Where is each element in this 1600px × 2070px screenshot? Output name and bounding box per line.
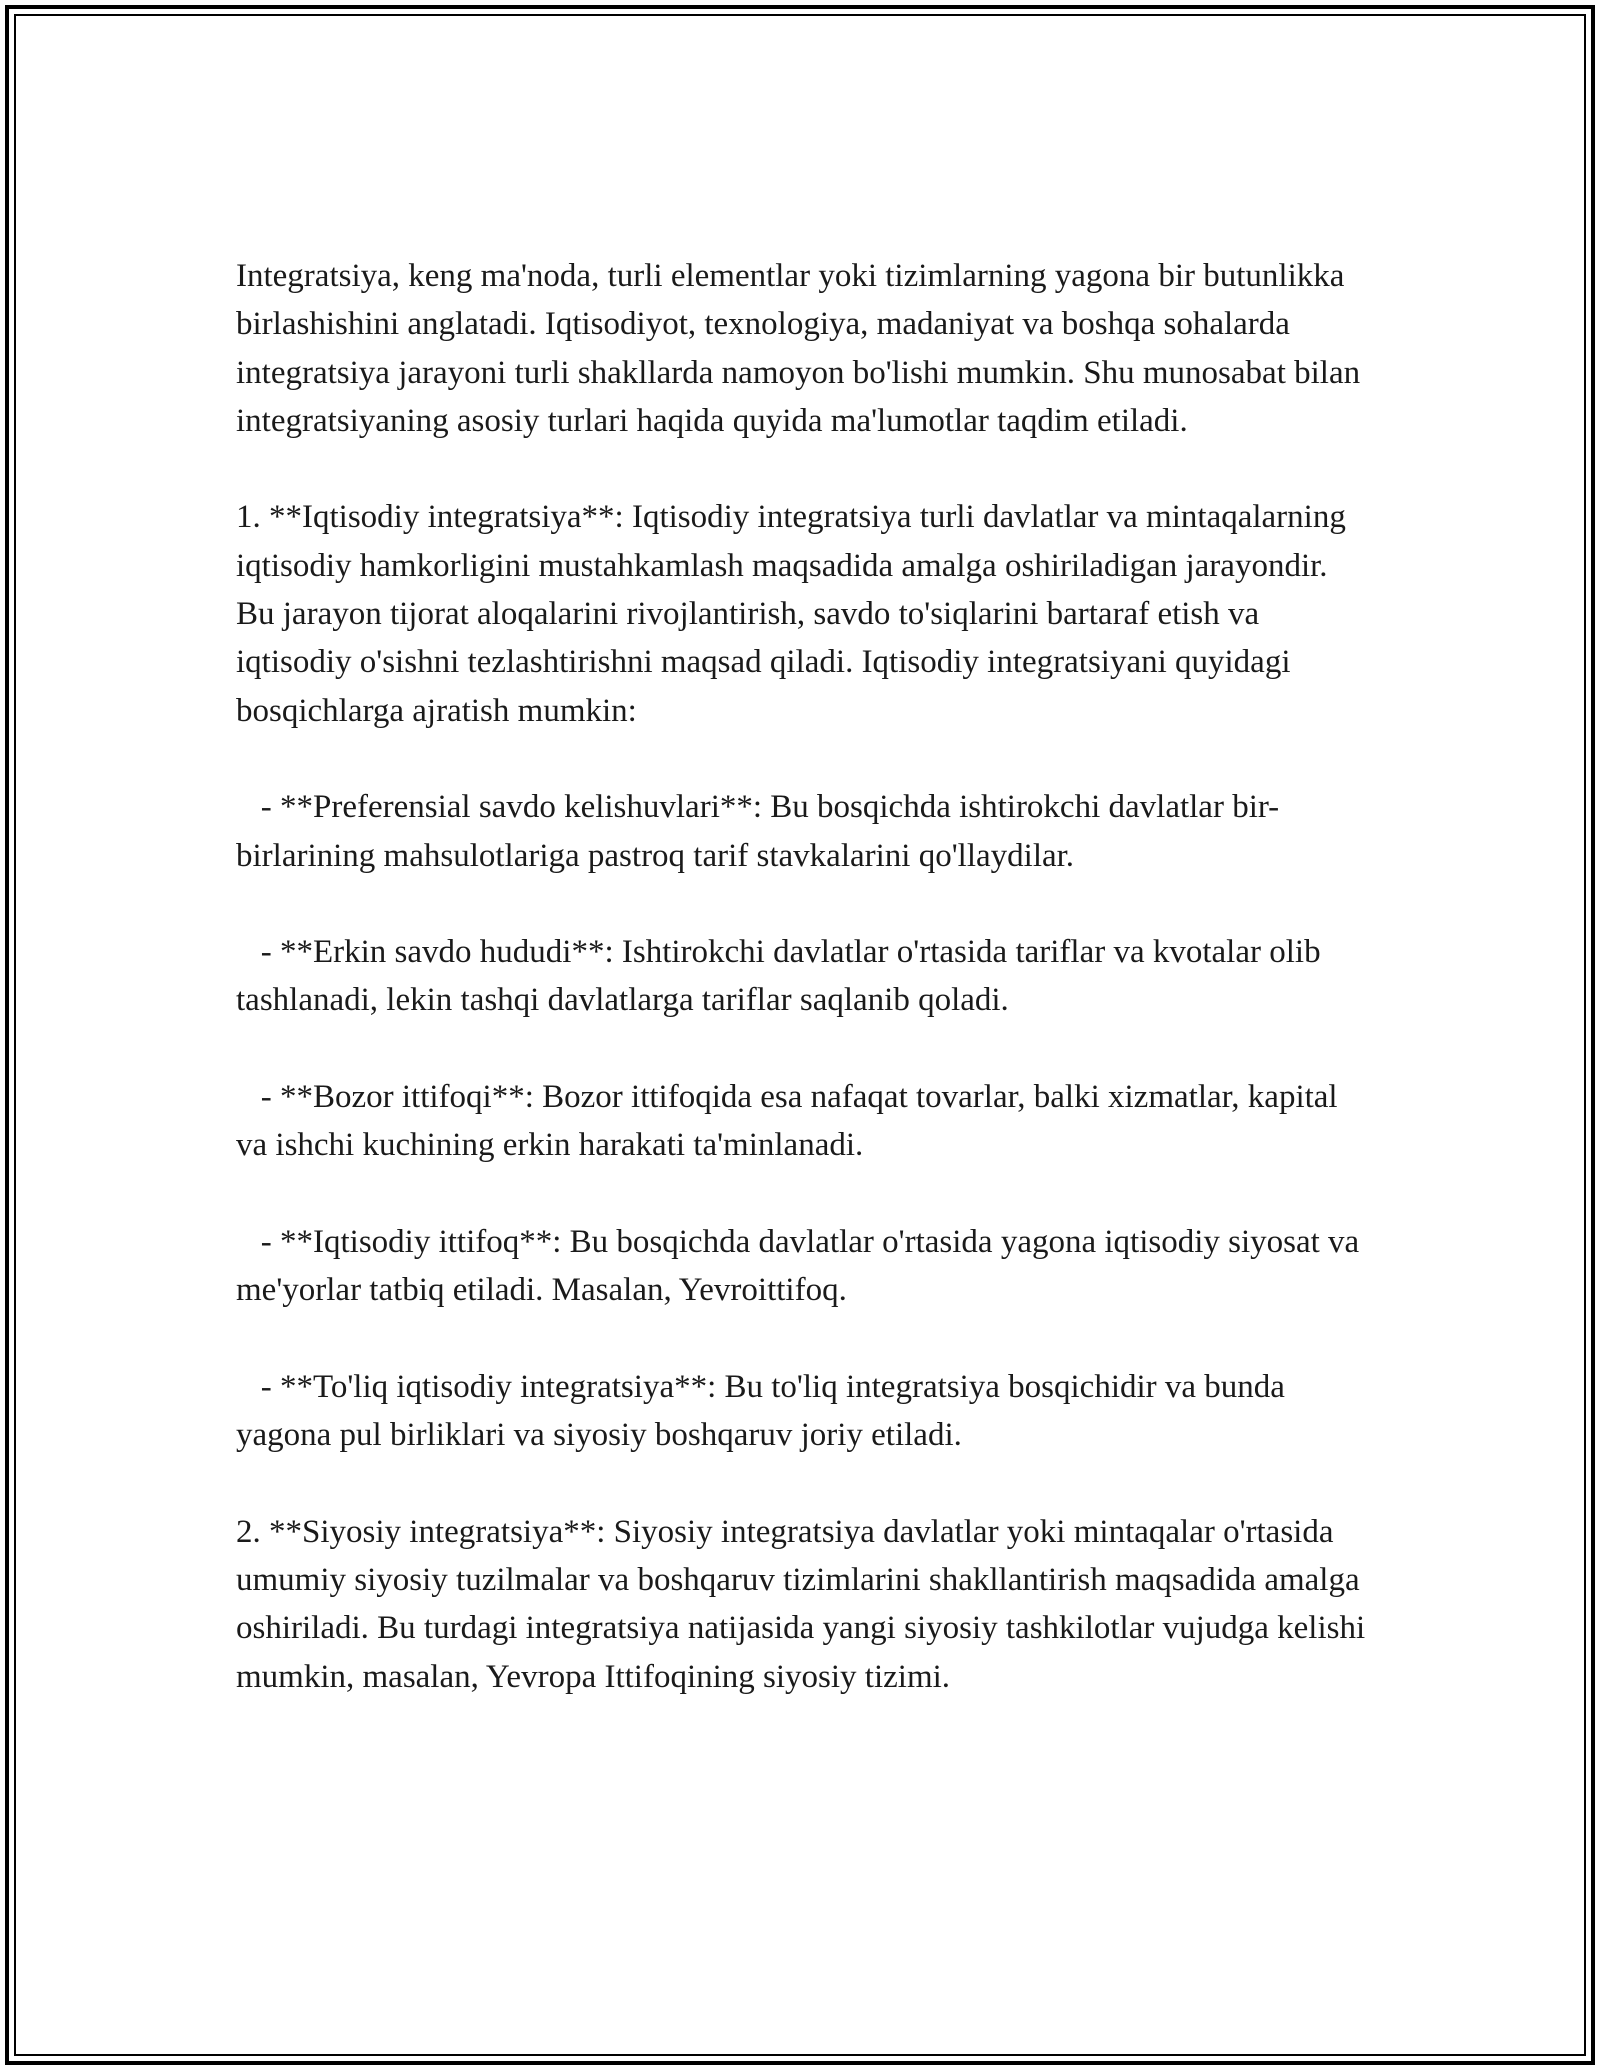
paragraph-economic-integration: 1. **Iqtisodiy integratsiya**: Iqtisodiy integratsiya turli davlatlar va mintaqalarning iqtisodiy hamkorligini mustahkamlash maqsadida amalga oshiriladigan jarayondir. Bu jarayon tijorat aloqalarini rivojlantirish, savdo to'siqlarini bartaraf etish va iqtisodiy o'sishni tezlashtirishni maqsad qiladi. Iqtisodiy integratsiyani quyidagi bosqichlarga ajratish mumkin: — [236, 499, 1355, 729]
list-item-full-economic-integration: - **To'liq iqtisodiy integratsiya**: Bu to'liq integratsiya bosqichidir va bunda yagona pul birliklari va siyosiy boshqaruv joriy etiladi. — [236, 1368, 1294, 1454]
document-body — [236, 252, 1374, 1701]
list-item-market-union: - **Bozor ittifoqi**: Bozor ittifoqida esa nafaqat tovarlar, balki xizmatlar, kapital va ishchi kuchining erkin harakati ta'minlanadi. — [236, 1079, 1346, 1164]
paragraph-intro: Integratsiya, keng ma'noda, turli elementlar yoki tizimlarning yagona bir butunlikka birlashishini anglatadi. Iqtisodiyot, texnologiya, madaniyat va boshqa sohalarda integratsiya jarayoni turli shakllarda namoyon bo'lishi mumkin. Shu munosabat bilan integratsiyaning asosiy turlari haqida quyida ma'lumotlar taqdim etiladi. — [236, 258, 1369, 439]
list-item-economic-union: - **Iqtisodiy ittifoq**: Bu bosqichda davlatlar o'rtasida yagona iqtisodiy siyosat va me'yorlar tatbiq etiladi. Masalan, Yevroittifoq. — [236, 1223, 1368, 1309]
list-item-preferential-trade: - **Preferensial savdo kelishuvlari**: Bu bosqichda ishtirokchi davlatlar bir-birlarining mahsulotlariga pastroq tarif stavkalarini qo'llaydilar. — [236, 789, 1280, 874]
list-item-free-trade-area: - **Erkin savdo hududi**: Ishtirokchi davlatlar o'rtasida tariflar va kvotalar olib tashlanadi, lekin tashqi davlatlarga tariflar saqlanib qoladi. — [236, 934, 1329, 1019]
paragraph-political-integration: 2. **Siyosiy integratsiya**: Siyosiy integratsiya davlatlar yoki mintaqalar o'rtasida umumiy siyosiy tuzilmalar va boshqaruv tizimlarini shakllantirish maqsadida amalga oshiriladi. Bu turdagi integratsiya natijasida yangi siyosiy tashkilotlar vujudga kelishi mumkin, masalan, Yevropa Ittifoqining siyosiy tizimi. — [236, 1513, 1374, 1695]
